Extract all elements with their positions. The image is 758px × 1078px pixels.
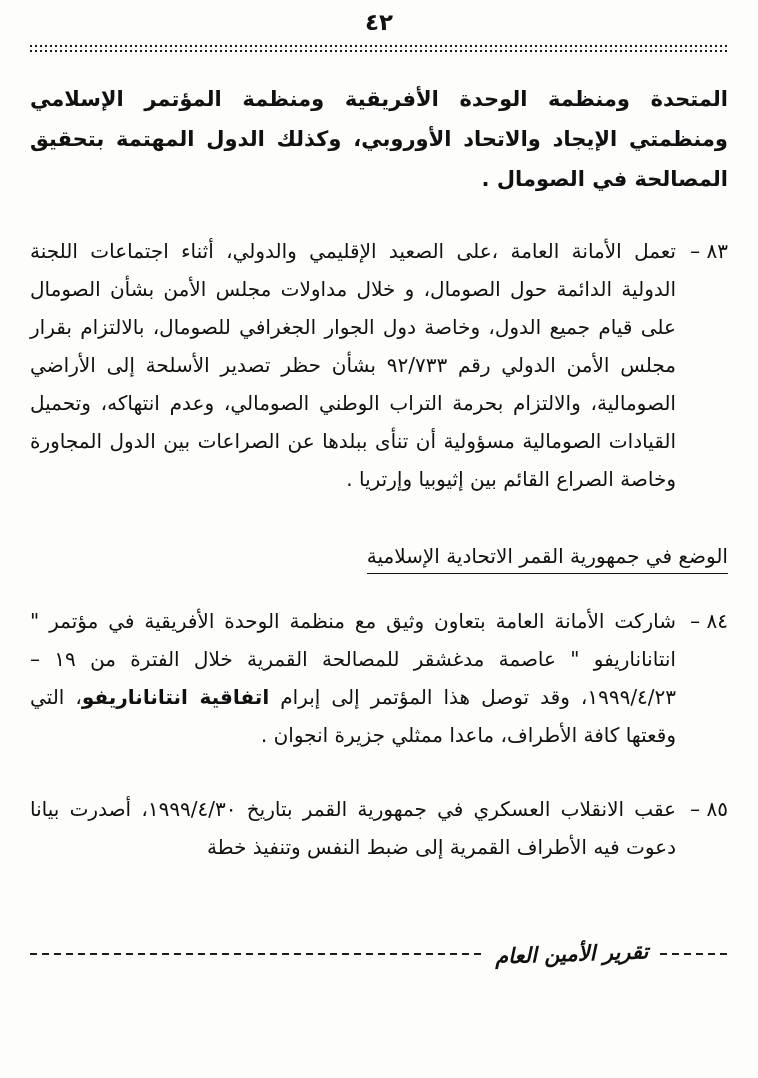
footer-signature: تقرير الأمين العام	[494, 939, 649, 969]
top-divider	[30, 45, 728, 52]
footer-rule-right	[660, 953, 728, 955]
paragraph-84	[30, 602, 728, 754]
paragraph-85	[30, 790, 728, 866]
paragraph-85-text: عقب الانقلاب العسكري في جمهورية القمر بتاريخ ١٩٩٩/٤/٣٠، أصدرت بيانا دعوت فيه الأطراف القمرية إلى ضبط النفس وتنفيذ خطة	[30, 797, 676, 859]
page-number: ٤٢	[364, 10, 394, 36]
paragraph-85-marker: ٨٥ –	[690, 797, 728, 821]
section-heading-wrap	[30, 544, 728, 574]
paragraph-83-text: تعمل الأمانة العامة ،على الصعيد الإقليمي والدولي، أثناء اجتماعات اللجنة الدولية الدائمة حول الصومال، و خلال مداولات مجلس الأمن بشأن الصومال على قيام جميع الدول، وخاصة دول الجوار الجغرافي للصومال، بالالتزام بقرار مجلس الأمن الدولي رقم ٩٢/٧٣٣ بشأن حظر تصدير الأسلحة إلى الأراضي الصومالية، والالتزام بحرمة التراب الوطني الصومالي، وعدم انتهاكه، وتحميل القيادات الصومالية مسؤولية أن تنأى ببلدها عن الصراعات بين الدول المجاورة وخاصة الصراع القائم بين إثيوبيا وإرتريا .	[30, 239, 676, 491]
footer-rule-left	[30, 953, 483, 955]
paragraph-83-marker: ٨٣ –	[690, 239, 728, 263]
section-heading: الوضع في جمهورية القمر الاتحادية الإسلامية	[367, 544, 728, 574]
dotted-rule-top	[30, 45, 728, 47]
intro-paragraph: المتحدة ومنظمة الوحدة الأفريقية ومنظمة المؤتمر الإسلامي ومنظمتي الإيجاد والاتحاد الأوروبي، وكذلك الدول المهتمة بتحقيق المصالحة في الصومال .	[30, 87, 728, 191]
dotted-rule-bottom	[30, 50, 728, 52]
paragraph-84-marker: ٨٤ –	[690, 609, 728, 633]
paragraph-83	[30, 232, 728, 498]
footer	[30, 939, 728, 969]
paragraph-84-text: شاركت الأمانة العامة بتعاون وثيق مع منظمة الوحدة الأفريقية في مؤتمر " انتاناناريفو " عاصمة مدغشقر للمصالحة القمرية خلال الفترة من ١٩ – ١٩٩٩/٤/٢٣، وقد توصل هذا المؤتمر إلى إبرام اتفاقية انتاناناريفو، التي وقعتها كافة الأطراف، ماعدا ممثلي جزيرة انجوان .	[30, 609, 677, 747]
